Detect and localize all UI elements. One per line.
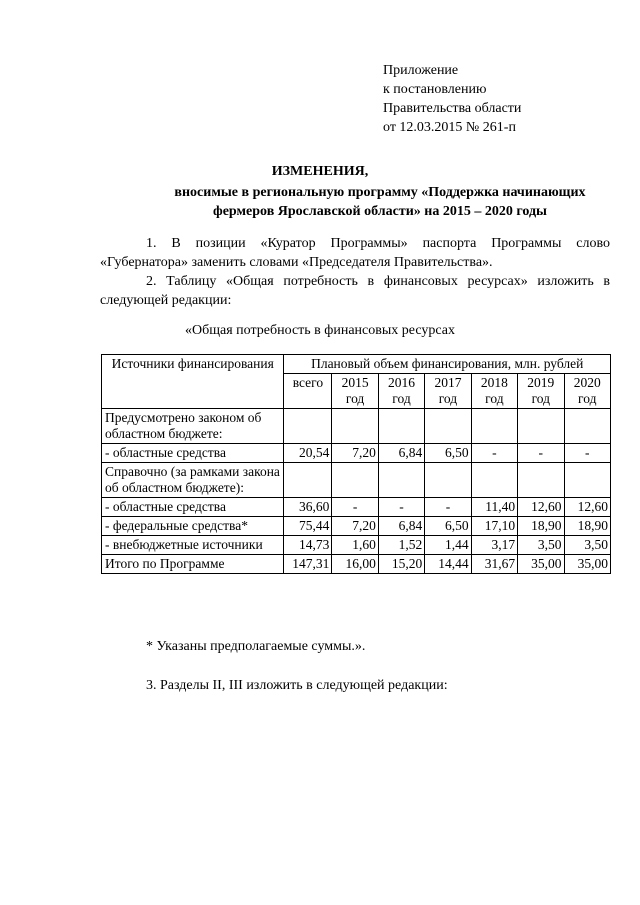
paragraph-1: 1. В позиции «Куратор Программы» паспорта Программы слово «Губернатора» заменить словами «Председателя Правительства». — [100, 236, 610, 270]
header-sources: Источники финансирования — [102, 355, 284, 409]
cell-year-value: 7,20 — [332, 517, 378, 536]
cell-total: 147,31 — [284, 555, 332, 574]
appendix-line: Правительства области — [383, 101, 522, 116]
cell-year-value: - — [564, 444, 611, 463]
cell-year-value — [425, 409, 471, 444]
cell-year-value: 15,20 — [378, 555, 424, 574]
table-title: «Общая потребность в финансовых ресурсах — [185, 323, 455, 338]
document-subtitle: вносимые в региональную программу «Поддержка начинающих фермеров Ярославской области» на 2015 – 2020 годы — [174, 185, 586, 219]
cell-year-value — [518, 409, 564, 444]
table-row — [102, 463, 611, 498]
appendix-line: Приложение — [383, 63, 459, 78]
header-planned: Плановый объем финансирования, млн. рублей — [284, 355, 611, 374]
cell-year-value — [378, 463, 424, 498]
cell-year-value: 11,40 — [471, 498, 517, 517]
cell-year-value — [564, 463, 611, 498]
cell-total: 14,73 — [284, 536, 332, 555]
cell-year-value: 14,44 — [425, 555, 471, 574]
row-label: - внебюджетные источники — [102, 536, 284, 555]
cell-year-value: 31,67 — [471, 555, 517, 574]
cell-year-value — [378, 409, 424, 444]
cell-year-value — [332, 409, 378, 444]
cell-year-value — [471, 463, 517, 498]
appendix-line: к постановлению — [383, 82, 487, 97]
header-year: 2015 год — [332, 374, 378, 409]
cell-total — [284, 409, 332, 444]
cell-total — [284, 463, 332, 498]
section-3-text: 3. Разделы II, III изложить в следующей редакции: — [146, 678, 448, 693]
table-row — [102, 555, 611, 574]
cell-year-value: 3,50 — [518, 536, 564, 555]
table-row — [102, 517, 611, 536]
table-header-row — [102, 355, 611, 374]
table-row — [102, 536, 611, 555]
cell-year-value: 6,50 — [425, 517, 471, 536]
financing-table — [101, 354, 611, 574]
cell-year-value: - — [425, 498, 471, 517]
footnote: * Указаны предполагаемые суммы.». — [146, 639, 366, 654]
cell-year-value: 3,50 — [564, 536, 611, 555]
cell-year-value: 16,00 — [332, 555, 378, 574]
cell-year-value — [564, 409, 611, 444]
header-total: всего — [284, 374, 332, 409]
row-label: - областные средства — [102, 498, 284, 517]
cell-year-value — [518, 463, 564, 498]
appendix-block — [383, 61, 521, 137]
cell-year-value: 7,20 — [332, 444, 378, 463]
header-year: 2018 год — [471, 374, 517, 409]
cell-year-value: - — [332, 498, 378, 517]
paragraph-2: 2. Таблицу «Общая потребность в финансовых ресурсах» изложить в следующей редакции: — [100, 274, 610, 308]
cell-year-value: 1,44 — [425, 536, 471, 555]
cell-year-value — [425, 463, 471, 498]
appendix-line: от 12.03.2015 № 261-п — [383, 120, 516, 135]
row-label: - областные средства — [102, 444, 284, 463]
cell-year-value: - — [378, 498, 424, 517]
cell-total: 20,54 — [284, 444, 332, 463]
cell-year-value: 3,17 — [471, 536, 517, 555]
cell-year-value — [332, 463, 378, 498]
cell-year-value: - — [471, 444, 517, 463]
cell-year-value: 12,60 — [518, 498, 564, 517]
cell-year-value: 6,50 — [425, 444, 471, 463]
header-year: 2017 год — [425, 374, 471, 409]
body-text — [100, 234, 610, 310]
cell-year-value: 1,60 — [332, 536, 378, 555]
cell-total: 36,60 — [284, 498, 332, 517]
header-year: 2019 год — [518, 374, 564, 409]
header-year: 2020 год — [564, 374, 611, 409]
cell-year-value: 18,90 — [564, 517, 611, 536]
header-year: 2016 год — [378, 374, 424, 409]
cell-year-value: 1,52 — [378, 536, 424, 555]
table-row — [102, 444, 611, 463]
table-body — [102, 409, 611, 574]
cell-year-value: 18,90 — [518, 517, 564, 536]
cell-year-value: - — [518, 444, 564, 463]
cell-year-value: 35,00 — [518, 555, 564, 574]
row-label: Справочно (за рамками закона об областном бюджете): — [102, 463, 284, 498]
cell-year-value: 6,84 — [378, 444, 424, 463]
row-label: - федеральные средства* — [102, 517, 284, 536]
cell-year-value: 12,60 — [564, 498, 611, 517]
row-label: Предусмотрено законом об областном бюджете: — [102, 409, 284, 444]
row-label: Итого по Программе — [102, 555, 284, 574]
cell-year-value: 6,84 — [378, 517, 424, 536]
cell-year-value — [471, 409, 517, 444]
table-row — [102, 498, 611, 517]
document-title: ИЗМЕНЕНИЯ, — [271, 164, 369, 179]
cell-year-value: 35,00 — [564, 555, 611, 574]
cell-total: 75,44 — [284, 517, 332, 536]
table-row — [102, 409, 611, 444]
cell-year-value: 17,10 — [471, 517, 517, 536]
